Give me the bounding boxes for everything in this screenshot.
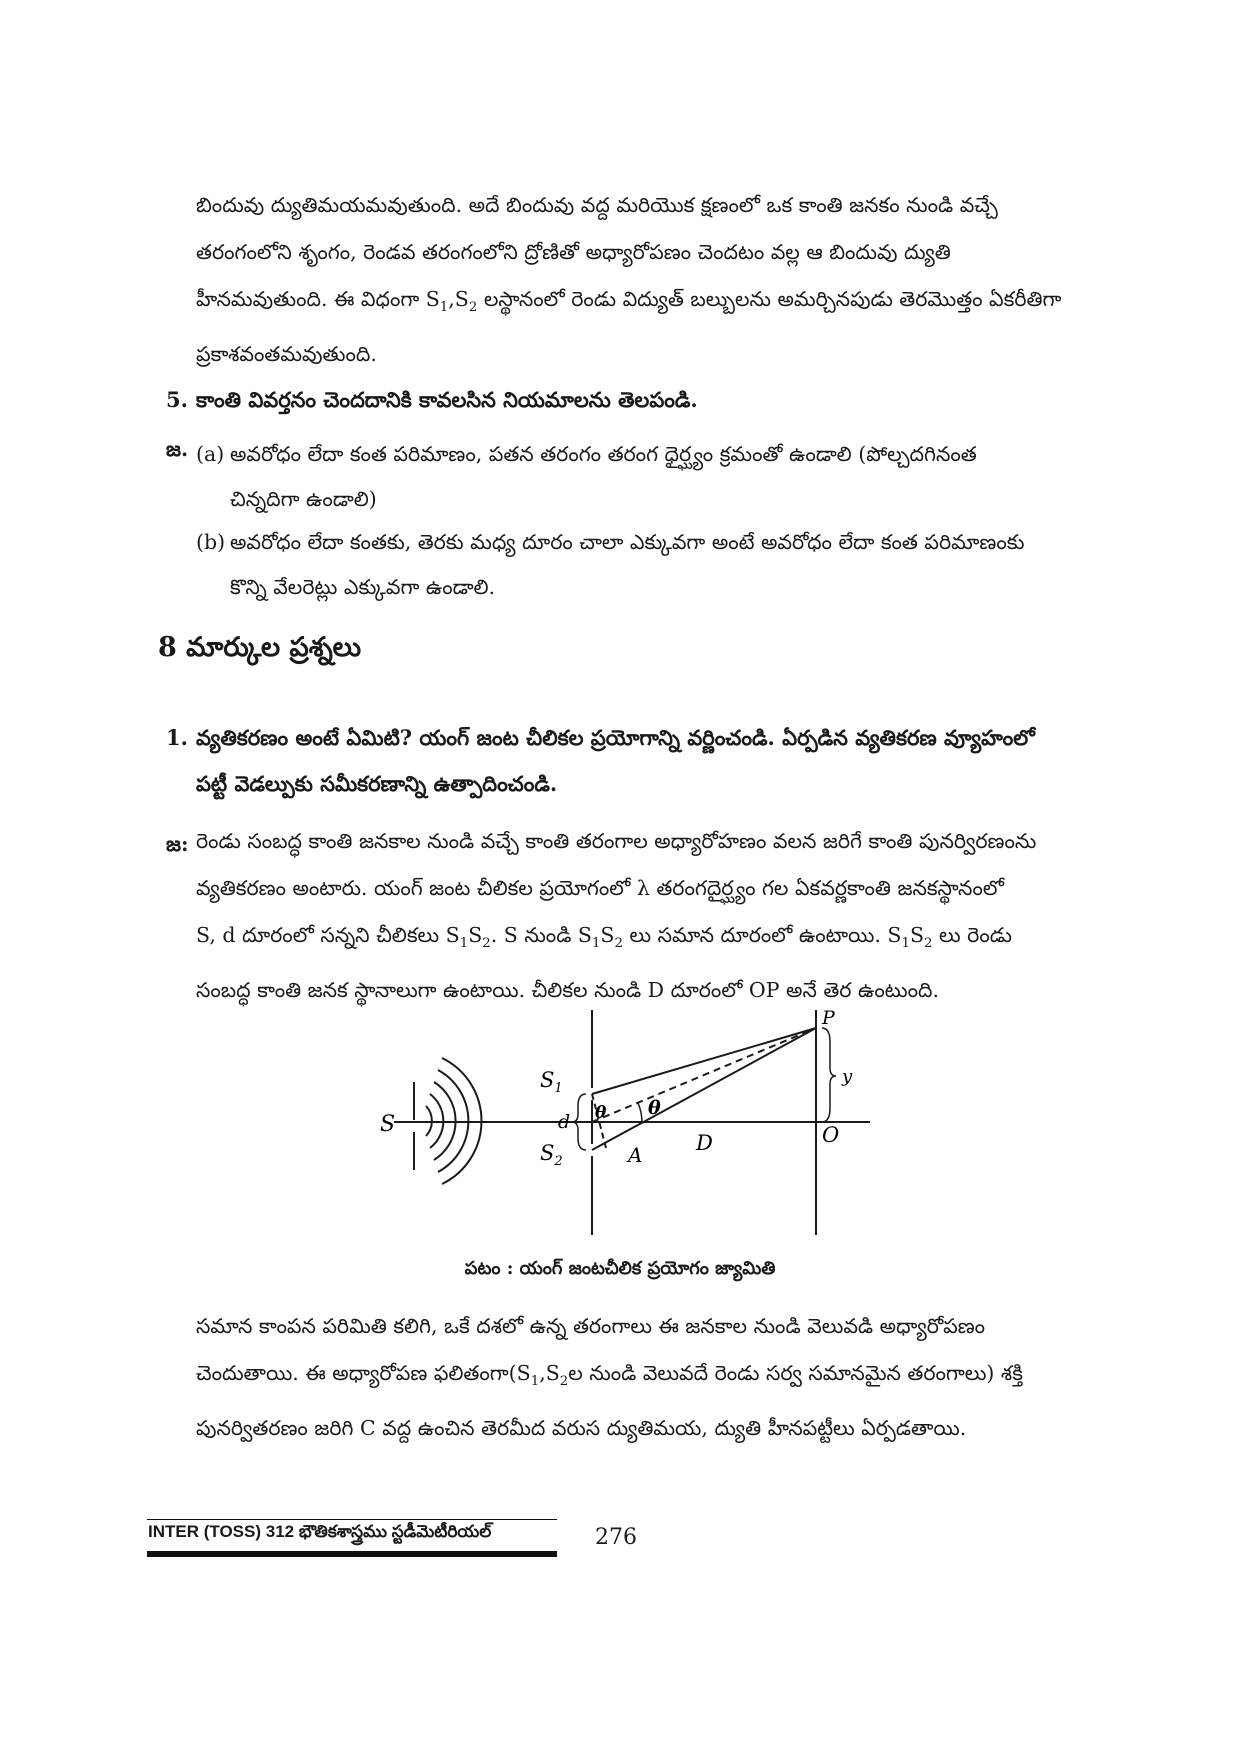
question-1 [0,715,1240,815]
label-theta-left: θ [595,1103,607,1123]
answer-label: జ: [166,832,189,856]
ray-mid-p [592,1028,816,1122]
intro-line-3: హీనమవుతుంది. ఈ విధంగా $S_1,S_2$ లస్థానంలో రెండు విద్యుత్ బల్బులను అమర్చినపుడు తెరమొత్తం ఏకరీతిగా [196,287,1062,316]
question-number: 5. [166,387,188,412]
label-y: y [842,1066,853,1087]
answer-line-2: వ్యతికరణం అంటారు. యంగ్ జంట చీలికల ప్రయోగంలో λ తరంగదైర్ఘ్యం గల ఏకవర్ణకాంతి జనకస్థానంలో [196,876,1004,900]
condition-b-line-2: కొన్ని వేలరెట్లు ఎక్కువగా ఉండాలి. [230,575,496,599]
footer-title: INTER (TOSS) 312 భౌతికశాస్త్రము స్టడీమెటీరియల్ [148,1522,492,1541]
question-text: వ్యతికరణం అంటే ఏమిటి? యంగ్ జంట చీలికల ప్రయోగాన్ని వర్ణించండి. ఏర్పడిన వ్యతికరణ వ్యూహంలో పట్టీ వెడల్పుకు సమీకరణాన్ని ఉత్పాదించండి. [196,725,1035,796]
label-theta-right: θ [648,1097,661,1119]
label-o: O [822,1123,840,1147]
answer-line-4: సంబద్ధ కాంతి జనక స్థానాలుగా ఉంటాయి. చీలికల నుండి D దూరంలో OP అనే తెర ఉంటుంది. [196,978,940,1003]
condition-a-label: (a) [196,442,225,466]
label-d: d [558,1111,571,1133]
intro-line-2: తరంగంలోని శృంగం, రెండవ తరంగంలోని ద్రోణితో అధ్యారోపణం చెందటం వల్ల ఆ బిందువు ద్యుతి [196,240,951,264]
question-text: కాంతి వివర్తనం చెందదానికి కావలసిన నియమాలను తెలపండి. [196,387,698,412]
closing-line-1: సమాన కాంపన పరిమితి కలిగి, ఒకే దశలో ఉన్న తరంగాలు ఈ జనకాల నుండి వెలువడి అధ్యారోపణం [196,1314,986,1338]
answer-label: జ. [166,437,189,461]
page-number: 276 [595,1525,637,1550]
label-d-distance: D [696,1131,713,1155]
intro-paragraph [196,182,1096,378]
label-s2: $S_2$ [540,1141,563,1169]
question-number: 1. [166,725,188,750]
condition-b-line-1: అవరోధం లేదా కంతకు, తెరకు మధ్య దూరం చాలా ఎక్కువగా అంటే అవరోధం లేదా కంత పరిమాణంకు [230,530,1025,554]
label-a: A [628,1143,643,1167]
double-slit-diagram [380,1010,880,1240]
footer-rule [147,1551,557,1557]
intro-line-1: బిందువు ద్యుతిమయమవుతుంది. అదే బిందువు వద్ద మరియొక క్షణంలో ఒక కాంతి జనకం నుండి వచ్చే [196,193,998,217]
closing-paragraph [196,1303,1096,1452]
y-brace [822,1028,836,1122]
answer-line-3: S, d దూరంలో సన్నని చీలికలు $S_1S_2$. S నుండి $S_1S_2$ లు సమాన దూరంలో ఉంటాయి. $S_1S_2$ లు రెండు [196,923,1012,952]
condition-b-label: (b) [196,530,226,554]
answer-line-1: రెండు సంబద్ధ కాంతి జనకాల నుండి వచ్చే కాంతి తరంగాల అధ్యారోహణం వలన జరిగే కాంతి పునర్విరణంను [196,829,1037,853]
ray-s1-p [592,1028,816,1094]
closing-line-3: పునర్వితరణం జరిగి C వద్ద ఉంచిన తెరమీద వరుస ద్యుతిమయ, ద్యుతి హీనపట్టీలు ఏర్పడతాయి. [196,1416,967,1441]
condition-a-line-2: చిన్నదిగా ఉండాలి) [230,487,377,511]
label-s: S [380,1112,396,1137]
section-heading: 8 మార్కుల ప్రశ్నలు [158,632,362,663]
figure-caption: పటం : యంగ్ జంటచీలిక ప్రయోగం జ్యామితి [464,1258,776,1279]
label-p: P [822,1010,835,1029]
footer-top-rule [147,1519,557,1520]
answer-paragraph [196,818,1096,1014]
label-s1: $S_1$ [540,1068,563,1096]
condition-a-line-1: అవరోధం లేదా కంత పరిమాణం, పతన తరంగం తరంగ ధైర్ఘ్యం క్రమంతో ఉండాలి (పోల్చదగినంత [230,442,977,466]
intro-line-4: ప్రకాశవంతమవుతుంది. [196,342,377,367]
closing-line-2: చెందుతాయి. ఈ అధ్యారోపణ $ఫలితంగా(S_1,S_2ల$ నుండి వెలువదే రెండు సర్వ సమానమైన తరంగాలు) శక్తి [196,1361,1023,1390]
theta-arc [638,1103,642,1122]
